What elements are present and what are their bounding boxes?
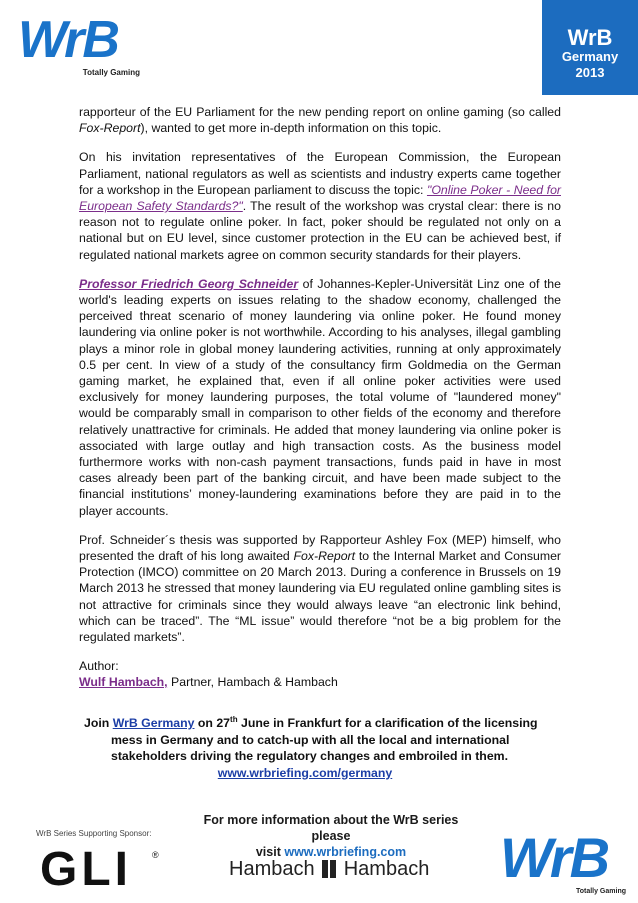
badge-year: 2013 xyxy=(575,65,605,80)
professor-schneider-link[interactable]: Professor Friedrich Georg Schneider xyxy=(79,276,299,291)
badge-title: WrB xyxy=(567,25,613,50)
gli-logo: GLI xyxy=(40,843,132,896)
paragraph-4: Prof. Schneider´s thesis was supported by Rapporteur Ashley Fox (MEP) himself, who presented the draft of his long awaited Fox-Report to the Internal Market and Consumer Protection (IMCO) committee on 20 March 2013. During a conference in Brussels on 19 March 2013 he stressed that money laundering via EU regulated online gambling sites is not attractive for criminals since they would always leave “an electronic link behind, which can be traced”. The “ML issue” would therefore “not be a big problem for the regulated markets”. xyxy=(79,532,561,645)
footer-info-line: For more information about the WrB series please xyxy=(203,813,459,843)
article-body xyxy=(79,104,561,703)
wrbriefing-germany-url[interactable]: www.wrbriefing.com/germany xyxy=(217,765,393,780)
paragraph-3: Professor Friedrich Georg Schneider of Johannes-Kepler-Universität Linz one of the world's leading experts on issues relating to the shadow economy, challenged the perceived threat scenario of money laundering via online poker. He found money laundering via online poker is not worthwhile. According to his analyses, illegal gambling plays a minor role in global money laundering activities, running at only approximately 0.5 per cent. In view of a study of the consultancy firm Goldmedia on the German gaming market, he explained that, even if all online poker activities were used exclusively for money laundering purposes, the total volume of "laundered money" would be comparably small in comparison to other fields of the economy and therefore relatively unattractive for criminals. He added that money laundering via online poker is associated with large outlay and high transaction costs. As the business model furthermore works with non-cash payment transactions, funds paid in have in most cases already been part of the banking circuit, and have been made subject to the financial institutions’ money-laundering examinations before they are paid in to the player accounts. xyxy=(79,276,561,518)
wrb-germany-badge xyxy=(542,0,638,95)
wrb-logo xyxy=(18,11,146,77)
hambach-logo: Hambach Hambach xyxy=(229,858,430,880)
author-label: Author: xyxy=(79,659,119,674)
badge-country: Germany xyxy=(561,49,619,64)
fox-report-term: Fox-Report xyxy=(79,121,141,136)
join-callout xyxy=(84,712,562,781)
gli-registered-mark: ® xyxy=(152,850,159,860)
wrb-logo-text: WrB xyxy=(18,11,118,69)
fox-report-term: Fox-Report xyxy=(293,549,356,564)
wrb-logo-tagline: Totally Gaming xyxy=(82,68,140,77)
wrb-logo-footer-tagline: Totally Gaming xyxy=(575,888,626,895)
sponsor-label: WrB Series Supporting Sponsor: xyxy=(36,829,152,838)
wrbriefing-url[interactable]: www.wrbriefing.com xyxy=(284,845,407,859)
paragraph-2: On his invitation representatives of the European Commission, the European Parliament, national regulators as well as scientists and industry experts came together for a workshop in the European parliament to discuss the topic: "Online Poker - Need for European Safety Standards?". The result of the workshop was crystal clear: there is no reason not to regulate online poker. In fact, poker should be regulated not only on a national but on EU level, since customer protection in the EU can be achieved best, if regulated national markets agree on common security standards for their players. xyxy=(79,150,561,262)
join-text: Join WrB Germany on 27th June in Frankfurt for a clarification of the licensing mess in Germany and to catch-up with all the local and international stakeholders driving the regulatory changes and embroiled in them. xyxy=(84,715,538,764)
author-block xyxy=(79,658,561,690)
footer-info xyxy=(186,812,476,860)
wrb-logo-footer xyxy=(500,826,628,896)
wrb-germany-link[interactable]: WrB Germany xyxy=(112,716,195,731)
footer-visit-line: visit www.wrbriefing.com xyxy=(255,845,407,859)
hambach-mark-icon xyxy=(322,860,336,878)
paragraph-1: rapporteur of the EU Parliament for the new pending report on online gaming (so called Fox-Report), wanted to get more in-depth information on this topic. xyxy=(79,105,561,136)
author-name-link[interactable]: Wulf Hambach, xyxy=(79,675,168,690)
wrb-logo-footer-text: WrB xyxy=(500,826,609,889)
author-role: Partner, Hambach & Hambach xyxy=(167,675,338,690)
workshop-topic-link[interactable]: "Online Poker - Need for European Safety Standards?" xyxy=(79,182,561,214)
